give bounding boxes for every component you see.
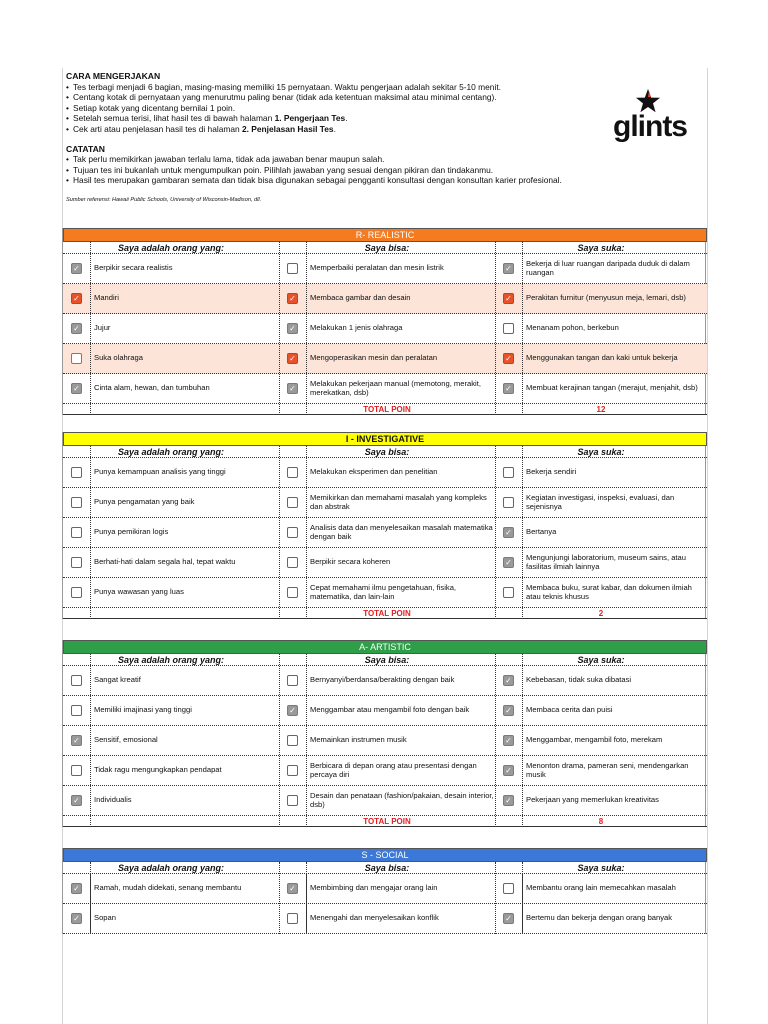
column-header-can: Saya bisa: <box>364 863 410 873</box>
statement-text: Melakukan eksperimen dan penelitian <box>306 458 494 487</box>
statement-row <box>63 904 707 934</box>
statement-text: Pekerjaan yang memerlukan kreativitas <box>522 786 707 815</box>
section-header: I - INVESTIGATIVE <box>63 432 707 446</box>
total-label: TOTAL POIN <box>363 609 411 618</box>
statement-text: Cepat memahami ilmu pengetahuan, fisika, matematika, dan lain-lain <box>306 578 494 607</box>
checkbox-checked[interactable]: ✓ <box>503 383 514 394</box>
statement-text: Melakukan 1 jenis olahraga <box>306 314 494 343</box>
statement-text: Individualis <box>90 786 278 815</box>
instruction-link-text: 2. Penjelasan Hasil Tes <box>242 123 334 134</box>
column-header-person: Saya adalah orang yang: <box>117 863 225 873</box>
checkbox-unchecked[interactable] <box>287 527 298 538</box>
column-divider <box>279 654 280 827</box>
checkbox-checked[interactable]: ✓ <box>71 293 82 304</box>
checkbox-checked[interactable]: ✓ <box>71 263 82 274</box>
statement-row <box>63 666 707 696</box>
checkbox-unchecked[interactable] <box>287 263 298 274</box>
checkbox-checked[interactable]: ✓ <box>503 735 514 746</box>
checkbox-unchecked[interactable] <box>287 765 298 776</box>
statement-text: Bertemu dan bekerja dengan orang banyak <box>522 904 707 933</box>
checkbox-unchecked[interactable] <box>71 705 82 716</box>
statement-text: Membimbing dan mengajar orang lain <box>306 874 494 903</box>
column-divider <box>495 654 496 827</box>
checkbox-unchecked[interactable] <box>503 587 514 598</box>
checkbox-unchecked[interactable] <box>287 795 298 806</box>
statement-text: Kegiatan investigasi, inspeksi, evaluasi, dan sejenisnya <box>522 488 707 517</box>
column-divider <box>306 446 307 619</box>
instructions-list <box>66 82 626 135</box>
column-header-person: Saya adalah orang yang: <box>117 243 225 253</box>
statement-text: Memainkan instrumen musik <box>306 726 494 755</box>
section-investigative <box>62 432 706 619</box>
checkbox-checked[interactable]: ✓ <box>503 913 514 924</box>
column-header-can: Saya bisa: <box>364 243 410 253</box>
checkbox-unchecked[interactable] <box>287 587 298 598</box>
statement-text: Melakukan pekerjaan manual (memotong, merakit, merekatkan, dsb) <box>306 374 494 403</box>
statement-row <box>63 458 707 488</box>
column-divider <box>90 242 91 415</box>
statement-text: Berpikir secara koheren <box>306 548 494 577</box>
statement-text: Tidak ragu mengungkapkan pendapat <box>90 756 278 785</box>
statement-text: Berbicara di depan orang atau presentasi dengan percaya diri <box>306 756 494 785</box>
statement-text: Jujur <box>90 314 278 343</box>
checkbox-checked[interactable]: ✓ <box>287 383 298 394</box>
statement-text: Bekerja di luar ruangan daripada duduk di dalam ruangan <box>522 254 707 283</box>
column-divider <box>495 242 496 415</box>
checkbox-unchecked[interactable] <box>287 497 298 508</box>
notes-title: CATATAN <box>66 143 105 154</box>
section-header: R- REALISTIC <box>63 228 707 242</box>
instruction-text: . <box>333 123 336 134</box>
statement-row <box>63 756 707 786</box>
checkbox-checked[interactable]: ✓ <box>503 263 514 274</box>
column-divider <box>306 654 307 827</box>
checkbox-checked[interactable]: ✓ <box>71 323 82 334</box>
note-item: • Tak perlu memikirkan jawaban terlalu lama, tidak ada jawaban benar maupun salah. <box>66 154 626 165</box>
statement-text: Sensitif, emosional <box>90 726 278 755</box>
statement-text: Membaca gambar dan desain <box>306 284 494 313</box>
statement-text: Menggunakan tangan dan kaki untuk bekerja <box>522 344 707 373</box>
statement-row <box>63 518 707 548</box>
statement-text: Memperbaiki peralatan dan mesin listrik <box>306 254 494 283</box>
statement-row <box>63 578 707 608</box>
section-realistic <box>62 228 706 415</box>
note-item: • Tujuan tes ini bukanlah untuk mengumpulkan poin. Pilihlah jawaban yang sesuai dengan pikiran dan tindakanmu. <box>66 165 626 176</box>
column-header-like: Saya suka: <box>577 863 625 873</box>
checkbox-unchecked[interactable] <box>71 557 82 568</box>
statement-text: Punya pengamatan yang baik <box>90 488 278 517</box>
column-header-can: Saya bisa: <box>364 655 410 665</box>
note-item: • Hasil tes merupakan gambaran semata dan tidak bisa digunakan sebagai pengganti konsultasi dengan konsultan karier profesional. <box>66 175 626 186</box>
checkbox-unchecked[interactable] <box>287 735 298 746</box>
checkbox-checked[interactable]: ✓ <box>503 353 514 364</box>
checkbox-checked[interactable]: ✓ <box>287 705 298 716</box>
statement-text: Kebebasan, tidak suka dibatasi <box>522 666 707 695</box>
total-points-value: 12 <box>596 405 606 414</box>
statement-text: Punya pemikiran logis <box>90 518 278 547</box>
statement-text: Cinta alam, hewan, dan tumbuhan <box>90 374 278 403</box>
checkbox-checked[interactable]: ✓ <box>71 383 82 394</box>
checkbox-unchecked[interactable] <box>71 497 82 508</box>
checkbox-checked[interactable]: ✓ <box>287 353 298 364</box>
checkbox-checked[interactable]: ✓ <box>71 735 82 746</box>
instruction-item <box>66 124 626 135</box>
checkbox-unchecked[interactable] <box>503 467 514 478</box>
checkbox-unchecked[interactable] <box>503 497 514 508</box>
total-row <box>63 608 707 619</box>
statement-row <box>63 488 707 518</box>
checkbox-checked[interactable]: ✓ <box>503 765 514 776</box>
statement-text: Membuat kerajinan tangan (merajut, menjahit, dsb) <box>522 374 707 403</box>
statement-text: Analisis data dan menyelesaikan masalah matematika dengan baik <box>306 518 494 547</box>
statement-row <box>63 314 707 344</box>
instruction-item <box>66 113 626 124</box>
instruction-item: • Centang kotak di pernyataan yang menurutmu paling benar (tidak ada ketentuan maksimal atau minimal centang). <box>66 92 626 103</box>
statement-text: Bekerja sendiri <box>522 458 707 487</box>
checkbox-checked[interactable]: ✓ <box>287 323 298 334</box>
column-divider <box>279 862 280 934</box>
column-header-can: Saya bisa: <box>364 447 410 457</box>
checkbox-unchecked[interactable] <box>71 587 82 598</box>
statement-text: Bertanya <box>522 518 707 547</box>
checkbox-unchecked[interactable] <box>71 527 82 538</box>
instructions <box>66 71 626 206</box>
instruction-item: • Tes terbagi menjadi 6 bagian, masing-masing memiliki 15 pernyataan. Waktu pengerjaan adalah sekitar 5-10 menit. <box>66 82 626 93</box>
column-header-like: Saya suka: <box>577 655 625 665</box>
glints-logo <box>611 88 691 148</box>
statement-row <box>63 786 707 816</box>
statement-row <box>63 254 707 284</box>
column-header-person: Saya adalah orang yang: <box>117 447 225 457</box>
checkbox-unchecked[interactable] <box>503 883 514 894</box>
statement-text: Menggambar atau mengambil foto dengan baik <box>306 696 494 725</box>
statement-text: Membantu orang lain memecahkan masalah <box>522 874 707 903</box>
statement-row <box>63 284 707 314</box>
instruction-text: Cek arti atau penjelasan hasil tes di halaman <box>73 123 242 134</box>
column-divider <box>495 862 496 934</box>
column-divider <box>279 242 280 415</box>
statement-text: Ramah, mudah didekati, senang membantu <box>90 874 278 903</box>
section-header: A- ARTISTIC <box>63 640 707 654</box>
instructions-title: CARA MENGERJAKAN <box>66 71 161 81</box>
statement-row <box>63 726 707 756</box>
checkbox-unchecked[interactable] <box>287 467 298 478</box>
column-divider <box>306 242 307 415</box>
total-row <box>63 404 707 415</box>
checkbox-checked[interactable]: ✓ <box>503 527 514 538</box>
statement-text: Membaca cerita dan puisi <box>522 696 707 725</box>
statement-text: Berhati-hati dalam segala hal, tepat waktu <box>90 548 278 577</box>
statement-text: Menggambar, mengambil foto, merekam <box>522 726 707 755</box>
checkbox-unchecked[interactable] <box>503 323 514 334</box>
total-label: TOTAL POIN <box>363 817 411 826</box>
statement-text: Perakitan furnitur (menyusun meja, lemari, dsb) <box>522 284 707 313</box>
checkbox-unchecked[interactable] <box>287 913 298 924</box>
logo-wordmark: glints <box>613 110 687 143</box>
statement-row <box>63 344 707 374</box>
instruction-item: • Setiap kotak yang dicentang bernilai 1 poin. <box>66 103 626 114</box>
total-points-value: 2 <box>598 609 604 618</box>
statement-text: Membaca buku, surat kabar, dan dokumen ilmiah atau teknis khusus <box>522 578 707 607</box>
column-divider <box>90 654 91 827</box>
statement-text: Mandiri <box>90 284 278 313</box>
statement-row <box>63 548 707 578</box>
notes <box>66 144 626 186</box>
column-header-like: Saya suka: <box>577 243 625 253</box>
statement-row <box>63 874 707 904</box>
column-divider <box>495 446 496 619</box>
statement-text: Sopan <box>90 904 278 933</box>
checkbox-checked[interactable]: ✓ <box>287 293 298 304</box>
column-header-person: Saya adalah orang yang: <box>117 655 225 665</box>
statement-text: Sangat kreatif <box>90 666 278 695</box>
checkbox-checked[interactable]: ✓ <box>71 795 82 806</box>
notes-list <box>66 154 626 186</box>
statement-text: Menonton drama, pameran seni, mendengarkan musik <box>522 756 707 785</box>
statement-text: Desain dan penataan (fashion/pakaian, desain interior, dsb) <box>306 786 494 815</box>
column-divider <box>522 862 523 934</box>
section-header: S - SOCIAL <box>63 848 707 862</box>
checkbox-checked[interactable]: ✓ <box>503 705 514 716</box>
section-social <box>62 848 706 934</box>
total-row <box>63 816 707 827</box>
checkbox-checked[interactable]: ✓ <box>503 557 514 568</box>
total-label: TOTAL POIN <box>363 405 411 414</box>
checkbox-checked[interactable]: ✓ <box>287 883 298 894</box>
column-divider <box>522 242 523 415</box>
statement-text: Menanam pohon, berkebun <box>522 314 707 343</box>
statement-row <box>63 696 707 726</box>
checkbox-unchecked[interactable] <box>287 557 298 568</box>
checkbox-checked[interactable]: ✓ <box>503 675 514 686</box>
instruction-link-text: 1. Pengerjaan Tes <box>274 113 346 124</box>
column-divider <box>306 862 307 934</box>
checkbox-unchecked[interactable] <box>71 765 82 776</box>
column-divider <box>522 446 523 619</box>
checkbox-unchecked[interactable] <box>287 675 298 686</box>
checkbox-unchecked[interactable] <box>71 675 82 686</box>
instruction-text: . <box>345 113 348 124</box>
statement-text: Punya kemampuan analisis yang tinggi <box>90 458 278 487</box>
statement-text: Suka olahraga <box>90 344 278 373</box>
statement-text: Mengunjungi laboratorium, museum sains, atau fasilitas ilmiah lainnya <box>522 548 707 577</box>
checkbox-checked[interactable]: ✓ <box>71 883 82 894</box>
column-divider <box>90 446 91 619</box>
statement-row <box>63 374 707 404</box>
reference-note: Sumber referensi: Hawaii Public Schools, University of Wisconsin-Madison, dll. <box>66 196 262 203</box>
checkbox-checked[interactable]: ✓ <box>503 795 514 806</box>
total-points-value: 8 <box>598 817 604 826</box>
column-divider <box>522 654 523 827</box>
column-divider <box>279 446 280 619</box>
statement-text: Mengoperasikan mesin dan peralatan <box>306 344 494 373</box>
statement-text: Memiliki imajinasi yang tinggi <box>90 696 278 725</box>
statement-text: Berpikir secara realistis <box>90 254 278 283</box>
statement-text: Bernyanyi/berdansa/berakting dengan baik <box>306 666 494 695</box>
checkbox-unchecked[interactable] <box>71 467 82 478</box>
checkbox-unchecked[interactable] <box>71 353 82 364</box>
checkbox-checked[interactable]: ✓ <box>503 293 514 304</box>
statement-text: Memikirkan dan memahami masalah yang kompleks dan abstrak <box>306 488 494 517</box>
statement-text: Menengahi dan menyelesaikan konflik <box>306 904 494 933</box>
checkbox-checked[interactable]: ✓ <box>71 913 82 924</box>
section-artistic <box>62 640 706 827</box>
column-header-like: Saya suka: <box>577 447 625 457</box>
statement-text: Punya wawasan yang luas <box>90 578 278 607</box>
instruction-text: Setelah semua terisi, lihat hasil tes di bawah halaman <box>73 113 275 124</box>
column-divider <box>90 862 91 934</box>
